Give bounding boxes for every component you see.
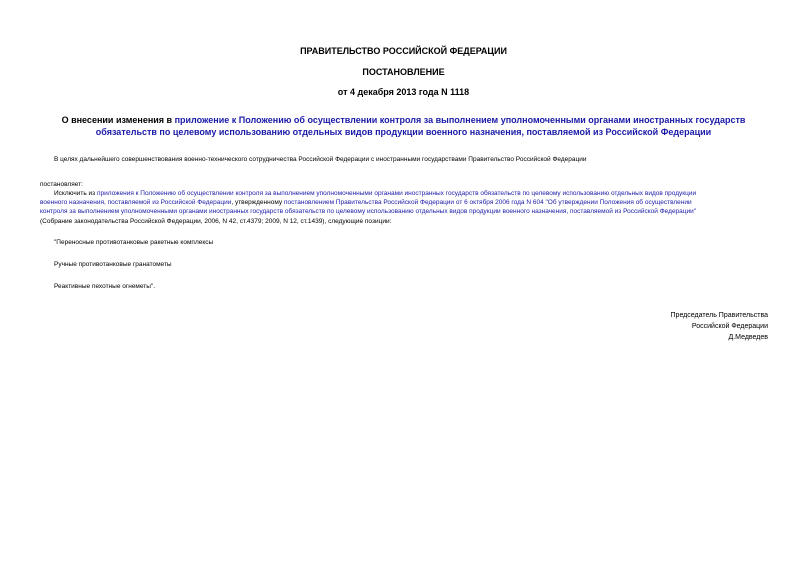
signer-name: Д.Медведев [728,333,768,341]
signer-title-line1: Председатель Правительства [670,312,768,319]
appendix-link[interactable]: приложения к Положению об осуществлении контроля за выполнением уполномоченными органами иностранных государств обязательств по целевому использованию отдельных видов продукции [96,190,697,197]
main-paragraph-line1 [40,189,771,198]
main-paragraph-line3 [40,207,771,216]
resolution-604-link[interactable]: постановлением Правительства Российской Федерации от 6 октября 2006 года N 604 "Об утверждении Положения об осуществлении [283,199,692,207]
excluded-item-3: Реактивные пехотные огнеметы". [54,283,156,290]
main-paragraph-line2 [40,198,771,207]
subject-prefix: О внесении изменения в [61,115,175,125]
main-paragraph-text-b: , утвержденному [231,199,284,207]
decree-word: постановляет: [40,181,83,188]
excluded-item-2: Ручные противотанковые гранатометы [54,261,172,268]
issuing-authority: ПРАВИТЕЛЬСТВО РОССИЙСКОЙ ФЕДЕРАЦИИ [300,46,507,56]
excluded-item-1: "Переносные противотанковые ракетные комплексы [54,239,214,246]
main-paragraph-text-a: Исключить из [54,190,97,197]
document-subject [40,115,767,138]
intro-paragraph: В целях дальнейшего совершенствования военно-технического сотрудничества Российской Федерации с иностранными государствами Правительство Российской Федерации [54,156,587,163]
document-type: ПОСТАНОВЛЕНИЕ [362,67,445,77]
main-paragraph [40,189,771,226]
subject-link-line1[interactable]: приложение к Положению об осуществлении контроля за выполнением уполномоченными органами иностранных государств [174,115,746,125]
signature-block [671,311,768,343]
main-paragraph-line4: (Собрание законодательства Российской Федерации, 2006, N 42, ст.4379; 2009, N 12, ст.1439), следующие позиции: [40,217,392,225]
resolution-604-link-cont[interactable]: контроля за выполнением уполномоченными органами иностранных государств обязательств по целевому использованию отдельных видов продукции военного назначения, поставляемой из Российской Федерации" [40,208,697,216]
document-date-number: от 4 декабря 2013 года N 1118 [337,87,470,97]
appendix-link-cont[interactable]: военного назначения, поставляемой из Российской Федерации [40,199,232,207]
subject-link-line2[interactable]: обязательств по целевому использованию отдельных видов продукции военного назначения, поставляемой из Российской Федерации [95,126,712,137]
signer-title-line2: Российской Федерации [691,322,768,330]
